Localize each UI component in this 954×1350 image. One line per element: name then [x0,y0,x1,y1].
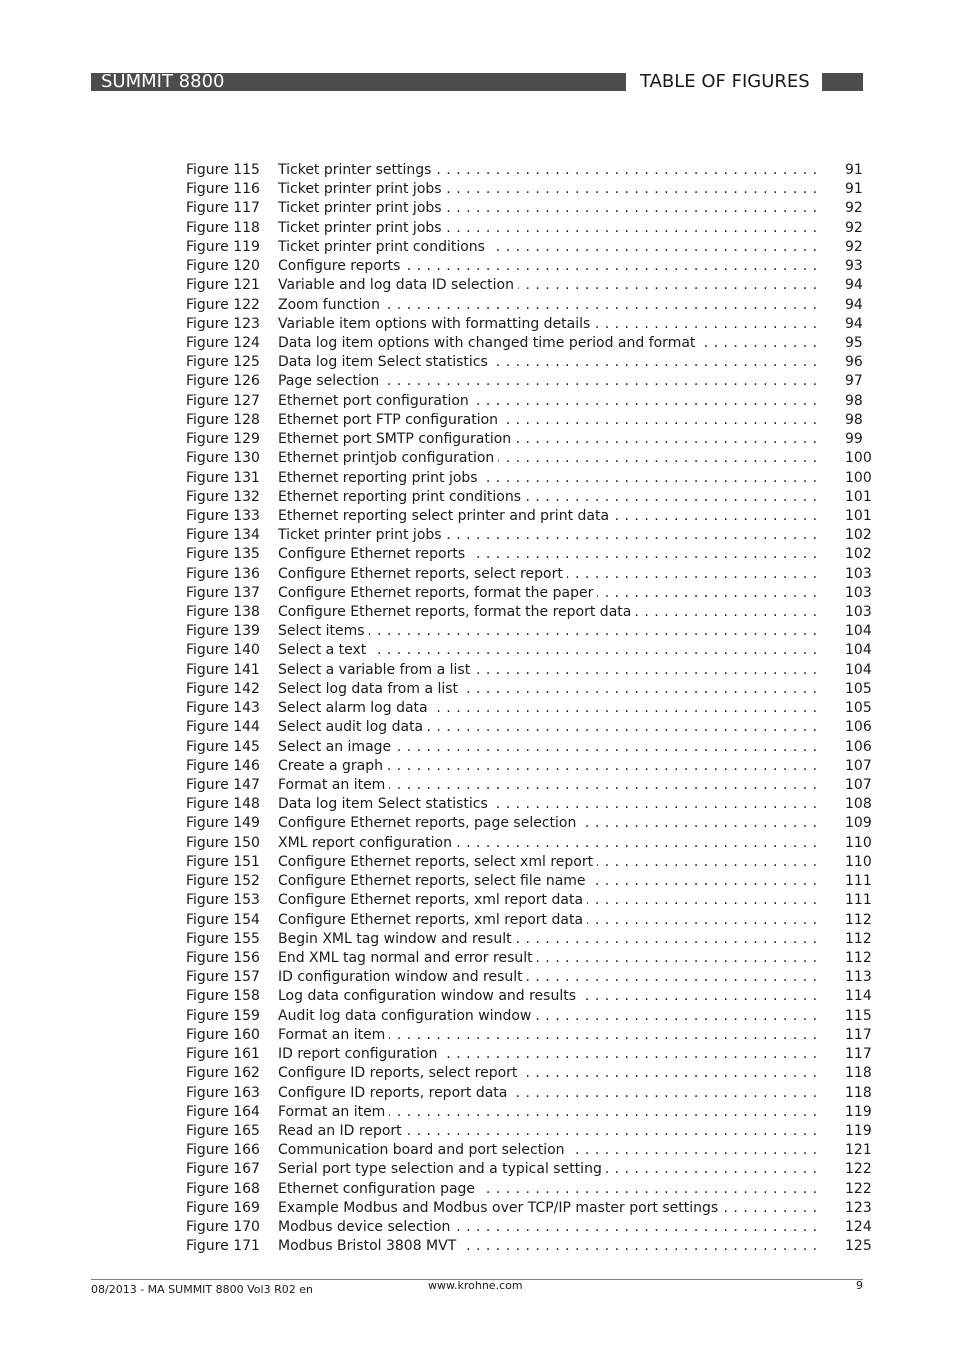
figure-title: Select a variable from a list [278,662,474,678]
figure-page-number: 107 [845,777,872,793]
figure-number: Figure 134 [186,527,260,544]
figure-title-leader [278,795,822,814]
figure-title: Configure Ethernet reports, format the report data [278,604,635,620]
figure-title: Page selection [278,373,383,389]
figure-title-leader [278,661,822,680]
figure-page-number: 115 [845,1007,872,1024]
figure-title-leader [278,987,822,1006]
figure-page-number: 104 [845,623,872,640]
figure-number: Figure 157 [186,969,260,986]
figure-entry[interactable] [0,718,954,737]
figure-entry[interactable] [0,968,954,987]
figure-number: Figure 146 [186,757,260,774]
header-right-bar [822,73,863,91]
figure-title-leader [278,372,822,391]
figure-title: Serial port type selection and a typical setting [278,1161,606,1177]
figure-title: Log data configuration window and results [278,988,580,1004]
figure-entry[interactable] [0,334,954,353]
figure-title: Ticket printer settings [278,162,435,178]
figure-entry[interactable] [0,257,954,276]
figure-title: Configure reports [278,258,404,274]
figure-page-number: 92 [845,200,863,217]
figure-title-leader [278,257,822,276]
figure-entry[interactable] [0,449,954,468]
figure-number: Figure 165 [186,1122,260,1139]
figure-page-number: 96 [845,354,863,371]
figure-entry[interactable] [0,776,954,795]
figure-title: Audit log data configuration window [278,1008,535,1024]
figure-title-leader [278,1122,822,1141]
figure-title: Select alarm log data [278,700,432,716]
figure-title: Configure Ethernet reports, format the paper [278,585,597,601]
figure-title: Create a graph [278,758,387,774]
figure-title-leader [278,930,822,949]
figure-title-leader [278,949,822,968]
figure-page-number: 111 [845,892,872,909]
figure-entry[interactable] [0,1026,954,1045]
figure-title-leader [278,911,822,930]
figure-page-number: 95 [845,334,863,351]
figure-page-number: 94 [845,277,863,294]
figure-number: Figure 151 [186,853,260,870]
figure-entry[interactable] [0,872,954,891]
figure-title: Variable and log data ID selection [278,277,518,293]
figure-title-leader [278,853,822,872]
figure-title-leader [278,526,822,545]
figure-number: Figure 133 [186,507,260,524]
figure-entry[interactable] [0,180,954,199]
figure-entry[interactable] [0,757,954,776]
figure-entry[interactable] [0,1064,954,1083]
figure-entry[interactable] [0,199,954,218]
figure-entry[interactable] [0,661,954,680]
figure-number: Figure 159 [186,1007,260,1024]
figure-number: Figure 130 [186,450,260,467]
figure-title: Ethernet reporting print conditions [278,489,525,505]
figure-entry[interactable] [0,795,954,814]
figure-page-number: 101 [845,488,872,505]
figure-entry[interactable] [0,699,954,718]
figure-title-leader [278,1180,822,1199]
figure-title: Data log item Select statistics [278,354,492,370]
figure-number: Figure 150 [186,834,260,851]
figure-page-number: 102 [845,546,872,563]
figure-title: Ticket printer print conditions [278,239,489,255]
figure-title: Ticket printer print jobs [278,527,446,543]
figure-number: Figure 171 [186,1238,260,1255]
figure-number: Figure 118 [186,219,260,236]
figure-number: Figure 168 [186,1180,260,1197]
figure-title-leader [278,757,822,776]
figure-page-number: 123 [845,1199,872,1216]
figure-entry[interactable] [0,276,954,295]
figure-title: Format an item [278,1027,389,1043]
figure-title-leader [278,430,822,449]
figure-title-leader [278,834,822,853]
figure-number: Figure 120 [186,258,260,275]
figure-number: Figure 121 [186,277,260,294]
figure-title-leader [278,334,822,353]
figure-entry[interactable] [0,1160,954,1179]
figure-title: Ethernet port configuration [278,393,473,409]
figure-title: Configure ID reports, select report [278,1065,521,1081]
figure-number: Figure 119 [186,238,260,255]
figure-page-number: 104 [845,661,872,678]
figure-page-number: 108 [845,796,872,813]
figure-title: Ethernet port FTP configuration [278,412,502,428]
figure-page-number: 98 [845,392,863,409]
figure-number: Figure 138 [186,604,260,621]
figure-number: Figure 170 [186,1219,260,1236]
figure-page-number: 103 [845,565,872,582]
figure-title: Ethernet configuration page [278,1181,479,1197]
figure-page-number: 124 [845,1219,872,1236]
figure-title: Ethernet printjob configuration [278,450,498,466]
figure-page-number: 118 [845,1065,872,1082]
figure-entry[interactable] [0,411,954,430]
figure-number: Figure 137 [186,584,260,601]
figure-entry[interactable] [0,488,954,507]
figure-title: Select an image [278,739,395,755]
figure-page-number: 112 [845,949,872,966]
figure-title: Zoom function [278,297,384,313]
figure-page-number: 92 [845,219,863,236]
figure-title-leader [278,565,822,584]
figure-number: Figure 143 [186,700,260,717]
figure-title-leader [278,622,822,641]
figure-title-leader [278,469,822,488]
figure-title: Format an item [278,1104,389,1120]
figure-page-number: 110 [845,853,872,870]
figure-title-leader [278,1045,822,1064]
figure-number: Figure 140 [186,642,260,659]
figure-entry[interactable] [0,1045,954,1064]
figure-title-leader [278,968,822,987]
figure-title: Configure Ethernet reports, select file name [278,873,590,889]
figure-entry[interactable] [0,526,954,545]
figure-title: Read an ID report [278,1123,406,1139]
footer-website-link[interactable]: www.krohne.com [428,1279,523,1292]
figure-title-leader [278,411,822,430]
figure-title-leader [278,718,822,737]
figure-page-number: 104 [845,642,872,659]
figure-number: Figure 115 [186,162,260,178]
figure-page-number: 117 [845,1026,872,1043]
figure-entry[interactable] [0,1141,954,1160]
figure-title-leader [278,776,822,795]
figure-number: Figure 142 [186,680,260,697]
figure-title-leader [278,161,822,180]
figure-title: Data log item Select statistics [278,796,492,812]
figure-title-leader [278,1141,822,1160]
figure-title: Ticket printer print jobs [278,200,446,216]
figure-entry[interactable] [0,1122,954,1141]
figure-title-leader [278,392,822,411]
figure-entry[interactable] [0,392,954,411]
figure-page-number: 91 [845,162,863,178]
figure-number: Figure 163 [186,1084,260,1101]
figure-title: Configure Ethernet reports, select xml report [278,854,597,870]
figure-title: XML report configuration [278,835,456,851]
figure-title-leader [278,814,822,833]
figure-page-number: 106 [845,719,872,736]
figure-page-number: 122 [845,1180,872,1197]
figure-entry[interactable] [0,738,954,757]
figure-number: Figure 154 [186,911,260,928]
figure-page-number: 107 [845,757,872,774]
figure-title-leader [278,199,822,218]
figure-title: Configure ID reports, report data [278,1085,511,1101]
figure-title: Ethernet reporting select printer and print data [278,508,613,524]
figure-number: Figure 129 [186,431,260,448]
figure-title-leader [278,603,822,622]
figure-title: Format an item [278,777,389,793]
figure-page-number: 99 [845,431,863,448]
figure-title: Ticket printer print jobs [278,181,446,197]
figure-entry[interactable] [0,641,954,660]
figure-title-leader [278,180,822,199]
figure-title-leader [278,296,822,315]
figure-entry[interactable] [0,911,954,930]
figure-title-leader [278,584,822,603]
figure-title: Configure Ethernet reports, xml report data [278,912,587,928]
footer-page-number: 9 [856,1279,863,1292]
figure-title: Communication board and port selection [278,1142,569,1158]
figure-page-number: 114 [845,988,872,1005]
figure-number: Figure 136 [186,565,260,582]
figure-number: Figure 145 [186,738,260,755]
figure-number: Figure 167 [186,1161,260,1178]
figure-number: Figure 155 [186,930,260,947]
figure-title-leader [278,872,822,891]
figure-page-number: 111 [845,873,872,890]
figure-entry[interactable] [0,949,954,968]
figure-title-leader [278,1026,822,1045]
figure-entry[interactable] [0,603,954,622]
figure-title: ID configuration window and result [278,969,527,985]
footer-doc-reference: 08/2013 - MA SUMMIT 8800 Vol3 R02 en [91,1283,313,1296]
figure-entry[interactable] [0,507,954,526]
figure-number: Figure 148 [186,796,260,813]
figure-page-number: 106 [845,738,872,755]
figure-entry[interactable] [0,1084,954,1103]
figure-number: Figure 123 [186,315,260,332]
figure-entry[interactable] [0,1199,954,1218]
figure-number: Figure 132 [186,488,260,505]
figure-title-leader [278,738,822,757]
figure-entry[interactable] [0,219,954,238]
figure-entry[interactable] [0,161,954,180]
figure-page-number: 125 [845,1238,872,1255]
figure-title: ID report configuration [278,1046,441,1062]
figure-number: Figure 161 [186,1046,260,1063]
figure-entry[interactable] [0,1007,954,1026]
table-of-figures [0,161,954,1256]
figure-page-number: 101 [845,507,872,524]
figure-page-number: 109 [845,815,872,832]
figure-page-number: 98 [845,411,863,428]
figure-entry[interactable] [0,1218,954,1237]
figure-title: Ethernet port SMTP configuration [278,431,515,447]
figure-title: Begin XML tag window and result [278,931,516,947]
figure-entry[interactable] [0,930,954,949]
figure-title: Select a text [278,642,370,658]
figure-title-leader [278,891,822,910]
figure-title-leader [278,699,822,718]
figure-title-leader [278,1160,822,1179]
figure-page-number: 121 [845,1142,872,1159]
figure-number: Figure 131 [186,469,260,486]
figure-title-leader [278,488,822,507]
figure-page-number: 112 [845,911,872,928]
figure-title: Modbus Bristol 3808 MVT [278,1238,460,1254]
figure-number: Figure 124 [186,334,260,351]
figure-page-number: 119 [845,1122,872,1139]
figure-title-leader [278,315,822,334]
figure-title-leader [278,1237,822,1256]
figure-number: Figure 122 [186,296,260,313]
figure-number: Figure 127 [186,392,260,409]
figure-page-number: 105 [845,680,872,697]
figure-page-number: 112 [845,930,872,947]
figure-number: Figure 144 [186,719,260,736]
figure-title-leader [278,1103,822,1122]
figure-page-number: 102 [845,527,872,544]
figure-number: Figure 162 [186,1065,260,1082]
figure-page-number: 117 [845,1046,872,1063]
figure-entry[interactable] [0,238,954,257]
figure-number: Figure 141 [186,661,260,678]
figure-title-leader [278,449,822,468]
figure-page-number: 119 [845,1103,872,1120]
figure-page-number: 105 [845,700,872,717]
figure-page-number: 110 [845,834,872,851]
figure-page-number: 92 [845,238,863,255]
figure-entry[interactable] [0,853,954,872]
figure-title-leader [278,353,822,372]
figure-entry[interactable] [0,545,954,564]
figure-title-leader [278,219,822,238]
figure-entry[interactable] [0,584,954,603]
figure-title-leader [278,238,822,257]
figure-title: Configure Ethernet reports, page selection [278,815,580,831]
figure-title: Configure Ethernet reports, select report [278,566,567,582]
figure-title: End XML tag normal and error result [278,950,537,966]
figure-entry[interactable] [0,622,954,641]
figure-number: Figure 126 [186,373,260,390]
figure-page-number: 94 [845,315,863,332]
figure-number: Figure 153 [186,892,260,909]
figure-title-leader [278,276,822,295]
figure-title: Select log data from a list [278,681,462,697]
figure-number: Figure 139 [186,623,260,640]
figure-number: Figure 149 [186,815,260,832]
figure-title: Data log item options with changed time period and format [278,335,699,351]
figure-number: Figure 128 [186,411,260,428]
figure-entry[interactable] [0,834,954,853]
figure-page-number: 118 [845,1084,872,1101]
figure-number: Figure 166 [186,1142,260,1159]
figure-entry[interactable] [0,469,954,488]
figure-number: Figure 135 [186,546,260,563]
figure-entry[interactable] [0,1103,954,1122]
figure-number: Figure 158 [186,988,260,1005]
figure-page-number: 103 [845,584,872,601]
figure-title-leader [278,1084,822,1103]
figure-page-number: 93 [845,258,863,275]
figure-entry[interactable] [0,814,954,833]
figure-title: Ethernet reporting print jobs [278,470,482,486]
figure-entry[interactable] [0,315,954,334]
figure-number: Figure 125 [186,354,260,371]
figure-number: Figure 116 [186,181,260,198]
figure-number: Figure 164 [186,1103,260,1120]
figure-number: Figure 117 [186,200,260,217]
figure-entry[interactable] [0,987,954,1006]
figure-page-number: 103 [845,604,872,621]
figure-title-leader [278,641,822,660]
figure-number: Figure 156 [186,949,260,966]
figure-entry[interactable] [0,680,954,699]
figure-entry[interactable] [0,296,954,315]
figure-page-number: 122 [845,1161,872,1178]
figure-title: Modbus device selection [278,1219,454,1235]
figure-entry[interactable] [0,372,954,391]
figure-title: Configure Ethernet reports, xml report data [278,892,587,908]
figure-entry[interactable] [0,430,954,449]
figure-title-leader [278,507,822,526]
figure-title: Select items [278,623,369,639]
figure-title-leader [278,680,822,699]
figure-page-number: 100 [845,450,872,467]
figure-title: Example Modbus and Modbus over TCP/IP master port settings [278,1200,722,1216]
figure-entry[interactable] [0,891,954,910]
figure-title-leader [278,1199,822,1218]
figure-title: Configure Ethernet reports [278,546,469,562]
figure-page-number: 94 [845,296,863,313]
figure-number: Figure 152 [186,873,260,890]
figure-page-number: 113 [845,969,872,986]
figure-number: Figure 160 [186,1026,260,1043]
figure-title: Ticket printer print jobs [278,220,446,236]
figure-title-leader [278,1007,822,1026]
figure-entry[interactable] [0,1180,954,1199]
figure-title-leader [278,545,822,564]
figure-title-leader [278,1218,822,1237]
figure-number: Figure 169 [186,1199,260,1216]
figure-page-number: 97 [845,373,863,390]
header-product-title: SUMMIT 8800 [91,73,235,91]
figure-entry[interactable] [0,353,954,372]
figure-title: Select audit log data [278,719,427,735]
figure-entry[interactable] [0,565,954,584]
figure-title-leader [278,1064,822,1083]
figure-entry[interactable] [0,1237,954,1256]
figure-page-number: 100 [845,469,872,486]
figure-page-number: 91 [845,181,863,198]
header-section-title: TABLE OF FIGURES [626,70,824,94]
figure-number: Figure 147 [186,777,260,793]
figure-title: Variable item options with formatting details [278,316,594,332]
